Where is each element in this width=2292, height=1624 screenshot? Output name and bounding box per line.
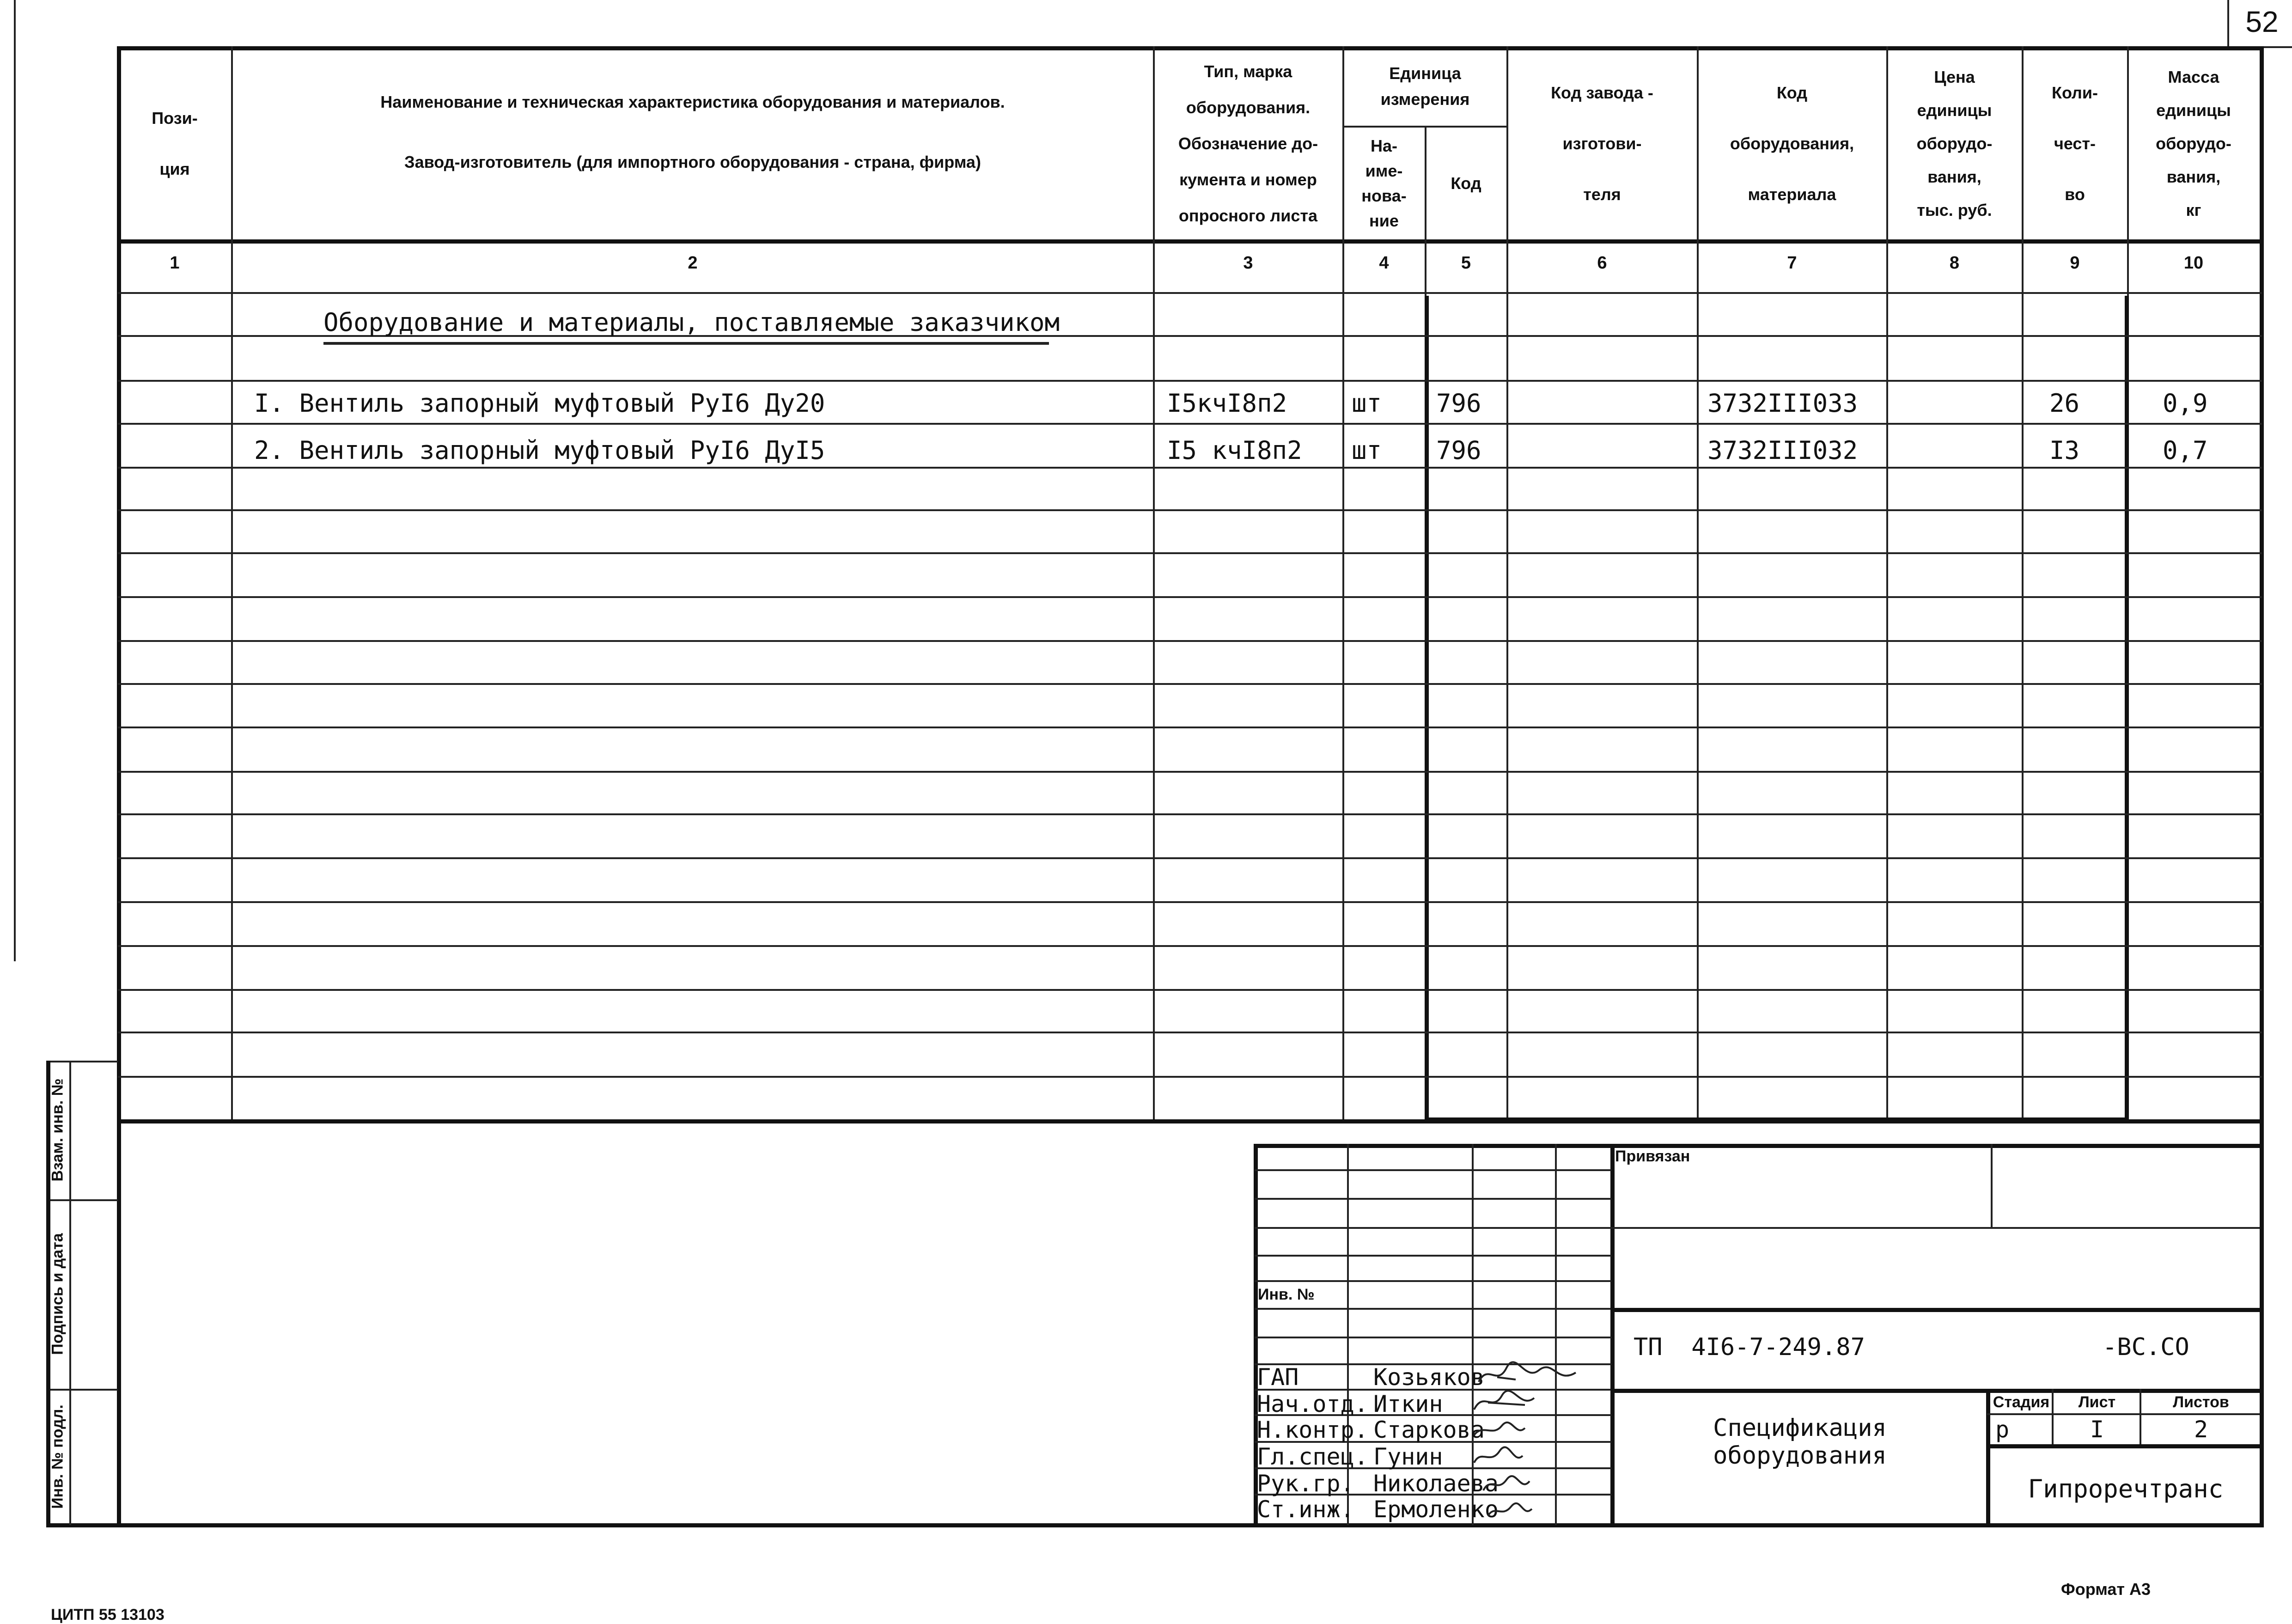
side-stamp-inv: Инв. № подл. [49, 1404, 67, 1509]
section-title: Оборудование и материалы, поставляемые заказчиком [323, 308, 1060, 337]
table-row-line [118, 989, 2262, 991]
doc-title: Спецификация оборудования [1713, 1414, 1887, 1470]
side-stamp-divider [69, 1061, 71, 1525]
binding-margin-line [14, 0, 16, 961]
title-grid-line [1255, 1308, 1611, 1310]
table-row-line [118, 467, 2262, 469]
colnum-5: 5 [1461, 253, 1471, 273]
signature-role: Ст.инж. [1257, 1496, 1354, 1523]
signature-role: Гл.спец. [1257, 1443, 1368, 1470]
table-row-line [118, 1076, 2262, 1078]
table-row-line [118, 1032, 2262, 1033]
row-mass: 0,9 [2163, 389, 2208, 418]
table-row-line [118, 640, 2262, 642]
title-grid-line [1255, 1255, 1611, 1257]
signature-name: Иткин [1373, 1391, 1443, 1417]
table-row-line [118, 771, 2262, 773]
title-block-top-border [1254, 1144, 2261, 1148]
header-quantity: Коли- чест- во [2051, 83, 2098, 204]
header-name-line1: Наименование и техническая характеристика оборудования и материалов. [380, 92, 1005, 111]
row-name: I. Вентиль запорный муфтовый РуI6 Ду20 [254, 389, 825, 418]
colnum-1: 1 [170, 253, 180, 273]
privyazan-label: Привязан [1615, 1148, 1690, 1165]
title-stage-line [1987, 1413, 2260, 1415]
header-material-code: Код оборудования, материала [1730, 83, 1854, 204]
row-quantity: 26 [2049, 389, 2080, 418]
table-row-line [118, 813, 2262, 815]
colnum-7: 7 [1787, 253, 1797, 273]
title-stage-left-border [1986, 1389, 1990, 1525]
table-body-bottom-border [118, 1119, 2262, 1123]
title-grid-line [1255, 1280, 1611, 1282]
side-stamp-vzam: Взам. инв. № [49, 1078, 67, 1182]
side-stamp-line [46, 1389, 118, 1391]
row-quantity: I3 [2049, 436, 2080, 465]
table-right-border [2260, 46, 2264, 1525]
table-row-line [118, 596, 2262, 598]
stage-label: Стадия [1993, 1393, 2050, 1411]
col-divider-1 [231, 46, 233, 1121]
signature-role: Рук.гр. [1257, 1470, 1354, 1497]
title-stage-divider [2052, 1389, 2054, 1444]
table-row-line [118, 727, 2262, 728]
header-type: Тип, марка оборудования. Обозначение до- кумента и номер опросного листа [1178, 62, 1318, 225]
header-position: Пози- ция [152, 109, 198, 178]
row-unit-code: 796 [1436, 436, 1481, 465]
title-right-line [1610, 1389, 2262, 1393]
handwritten-signatures [1469, 1359, 1608, 1525]
header-maker-code: Код завода - изготови- теля [1551, 83, 1653, 204]
table-row-line [118, 509, 2262, 511]
sheet-value: I [2090, 1416, 2104, 1443]
row-unit: шт [1352, 389, 1382, 418]
table-row-line [118, 901, 2262, 903]
header-unit-name: На- име- нова- ние [1361, 136, 1407, 230]
signature-role: Н.контр. [1257, 1416, 1368, 1443]
doc-code: ТП 4I6-7-249.87 [1634, 1333, 1865, 1361]
sheets-label: Листов [2173, 1393, 2229, 1411]
header-unit-group: Единица измерения [1380, 64, 1470, 109]
title-grid-line [1255, 1198, 1611, 1200]
frame-bottom-border [46, 1523, 2264, 1527]
title-stage-line [1987, 1444, 2262, 1448]
table-row-line [118, 683, 2262, 685]
block-right-border [2125, 296, 2129, 1121]
row-type: I5кчI8п2 [1167, 389, 1287, 418]
table-row-line [118, 380, 2262, 382]
page-number-box-border [2227, 0, 2229, 46]
table-row-line [118, 857, 2262, 859]
colnum-2: 2 [688, 253, 698, 273]
signature-name: Гунин [1373, 1443, 1443, 1470]
row-material-code: 3732III032 [1707, 436, 1858, 465]
signature-name: Козьяков [1373, 1364, 1485, 1391]
title-right-divider [1991, 1144, 1993, 1228]
colnum-6: 6 [1597, 253, 1607, 273]
title-right-line [1610, 1308, 2262, 1312]
colnum-8: 8 [1949, 253, 1960, 273]
signature-role: ГАП [1257, 1364, 1299, 1391]
organization: Гипроречтранс [2028, 1474, 2224, 1503]
colnum-9: 9 [2070, 253, 2080, 273]
side-stamp-line [46, 1061, 118, 1062]
section-title-underline [323, 342, 1049, 345]
sheet-label: Лист [2078, 1393, 2116, 1411]
header-name-line2: Завод-изготовитель (для импортного оборудования - страна, фирма) [404, 153, 981, 171]
colnum-10: 10 [2183, 253, 2204, 273]
signature-name: Старкова [1373, 1416, 1485, 1443]
colnum-3: 3 [1243, 253, 1253, 273]
format-label: Формат А3 [2061, 1580, 2151, 1599]
side-stamp-line [46, 1199, 118, 1201]
table-row-line [118, 945, 2262, 947]
inv-no-label: Инв. № [1258, 1286, 1315, 1303]
row-name: 2. Вентиль запорный муфтовый РуI6 ДуI5 [254, 436, 825, 465]
side-stamp-signature: Подпись и дата [49, 1233, 67, 1355]
block-left-border [1425, 296, 1429, 1121]
row-unit-code: 796 [1436, 389, 1481, 418]
header-bottom-border [118, 239, 2262, 244]
row-material-code: 3732III033 [1707, 389, 1858, 418]
stage-value: р [1995, 1416, 2010, 1443]
cipher-label: ЦИТП 55 13103 [51, 1606, 165, 1624]
signature-role: Нач.отд. [1257, 1391, 1368, 1417]
page-number: 52 [2245, 5, 2279, 38]
colnum-4: 4 [1379, 253, 1389, 273]
title-grid-line [1255, 1337, 1611, 1338]
table-row-line [118, 552, 2262, 554]
title-grid-line [1255, 1169, 1611, 1171]
title-stage-divider [2140, 1389, 2141, 1444]
signature-name: Николаева [1373, 1470, 1499, 1497]
table-row-line [118, 423, 2262, 425]
doc-suffix: -ВС.СО [2103, 1333, 2189, 1361]
row-mass: 0,7 [2163, 436, 2208, 465]
header-price: Цена единицы оборудо- вания, тыс. руб. [1916, 67, 1993, 220]
title-grid-line [1255, 1227, 1611, 1229]
signature-name: Ермоленко [1373, 1496, 1499, 1523]
header-unit-code: Код [1451, 174, 1481, 193]
row-unit: шт [1352, 436, 1382, 465]
title-right-line [1610, 1227, 2260, 1229]
header-mass: Масса единицы оборудо- вания, кг [2156, 67, 2231, 220]
row-type: I5 кчI8п2 [1167, 436, 1302, 465]
sheets-value: 2 [2194, 1416, 2208, 1443]
colnum-bottom-border [118, 292, 2262, 294]
